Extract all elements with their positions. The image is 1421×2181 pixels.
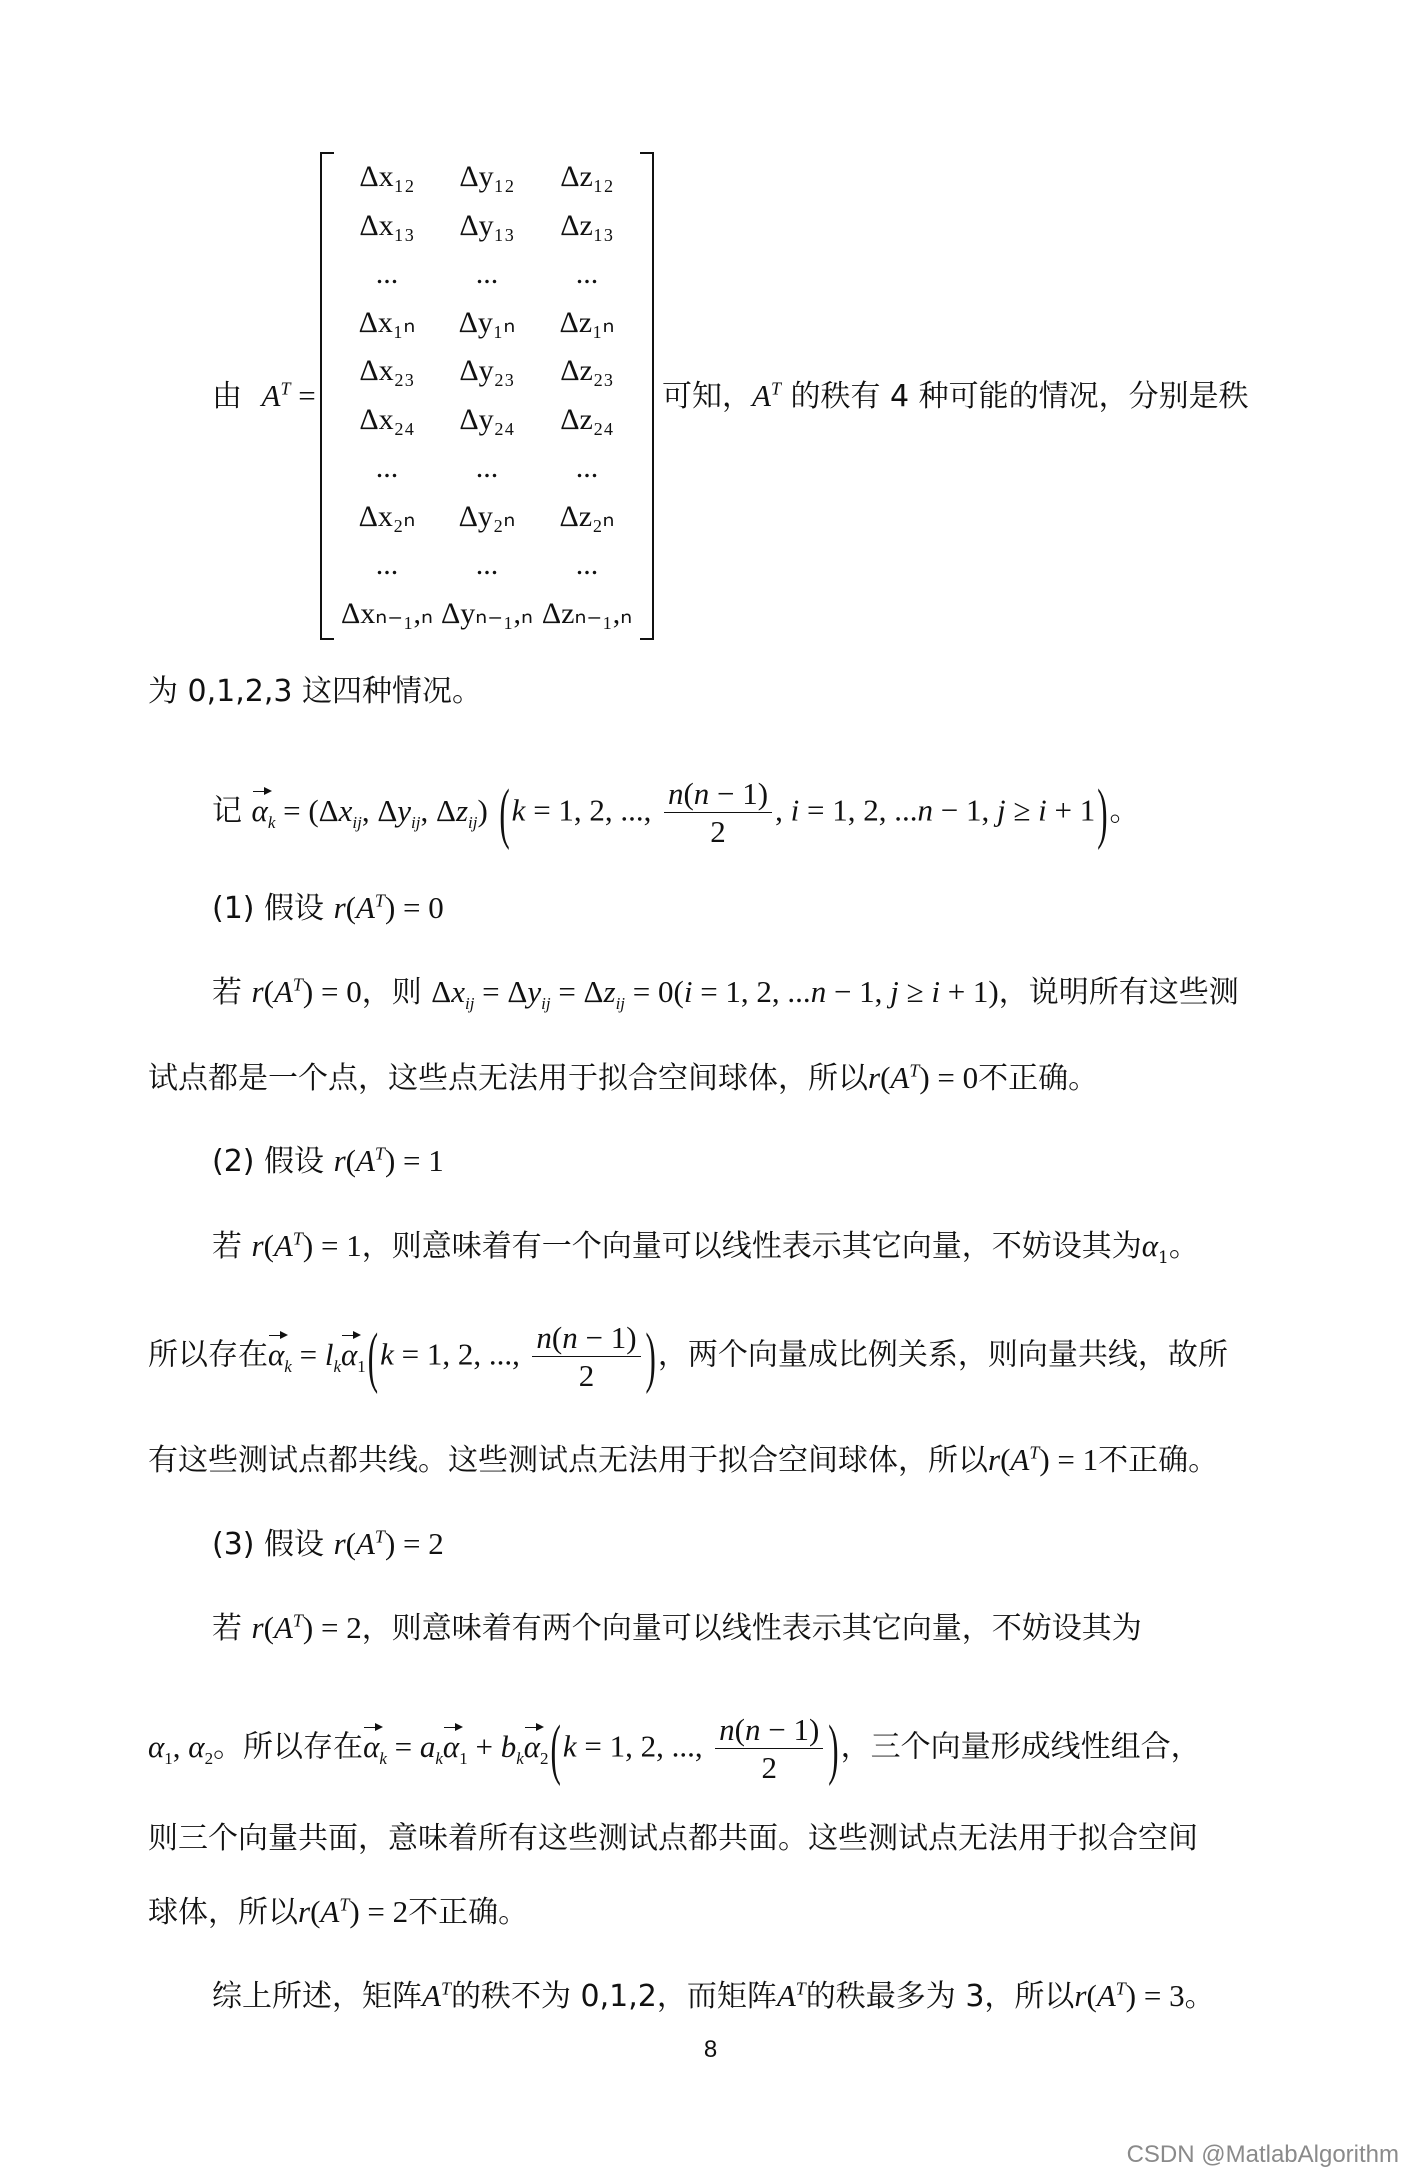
case2-p2-suffix: ，两个向量成比例关系，则向量共线，故所 [657,1337,1228,1373]
matrix-intro-line: 由 $A^T$ = [212,378,316,414]
intro-suffix: 可知， [662,379,752,414]
matrix-cell: ... [575,451,599,484]
summary-line: 综上所述，矩阵$A^T$的秩不为 0,1,2，而矩阵$A^T$的秩最多为 3，所以$r(A^T) = 3$。 [212,1978,1215,2014]
matrix-cell: Δxₙ₋₁,ₙ [341,596,433,630]
matrix-cell: ... [575,548,599,581]
case3-p4: 球体，所以$r(A^T) = 2$不正确。 [148,1894,529,1930]
case2-p1: 若 $r(A^T) = 1$，则意味着有一个向量可以线性表示其它向量，不妨设其为$\alpha_1$。 [212,1228,1199,1268]
matrix-cell: ... [475,451,499,484]
case3-p1-prefix: 若 [212,1611,242,1646]
matrix-right-bracket [640,152,654,640]
case2-title-text: (2) 假设 [212,1144,325,1179]
matrix-cell: ... [475,257,499,290]
case2-p1-prefix: 若 [212,1229,242,1264]
matrix-cell: Δx₁₂ [359,160,415,193]
summary-prefix: 综上所述，矩阵 [212,1979,422,2014]
matrix-cell: Δz₂ₙ [559,499,615,533]
case3-p4-suffix: 不正确。 [408,1895,529,1930]
matrix-cell: Δx₁ₙ [358,305,416,339]
matrix-cell: ... [575,257,599,290]
summary-end: 。 [1184,1979,1215,2014]
ranks-line: 为 0,1,2,3 这四种情况。 [148,674,483,709]
case3-p1: 若 $r(A^T) = 2$，则意味着有两个向量可以线性表示其它向量，不妨设其为 [212,1610,1142,1646]
matrix-cell: Δy₂ₙ [458,499,516,533]
case3-p4-prefix: 球体，所以 [148,1895,298,1930]
watermark: CSDN @MatlabAlgorithm [1126,2141,1399,2168]
matrix-cell: ... [375,257,399,290]
matrix-cell: Δx₂ₙ [358,499,416,533]
matrix-cell: Δy₁₃ [459,208,515,242]
case3-p3: 则三个向量共面，意味着所有这些测试点都共面。这些测试点无法用于拟合空间 [148,1821,1198,1856]
matrix-cell: Δx₂₃ [359,354,415,387]
matrix-cell: ... [375,548,399,581]
page-number: 8 [703,2036,718,2063]
def-prefix: 记 [212,793,242,829]
matrix-cell: Δz₁₃ [560,208,614,242]
case1-p2-suffix: 不正确。 [978,1061,1099,1096]
matrix-cell: Δx₁₃ [359,208,415,242]
matrix-cell: Δz₁ₙ [559,305,615,339]
intro-suffix2: 的秩有 4 种可能的情况，分别是秩 [790,379,1249,414]
case2-p3-prefix: 有这些测试点都共线。这些测试点无法用于拟合空间球体，所以 [148,1443,988,1478]
matrix-cell: ... [375,451,399,484]
matrix-cell: ... [475,548,499,581]
case2-title: (2) 假设 $r(A^T) = 1$ [212,1143,444,1179]
case2-p2: 所以存在$\alpha_k = l_k\alpha_1(k = 1$, 2, ..., $\frac{n(n - 1)}{2}$ )，两个向量成比例关系，则向量共线，故所 [148,1318,1228,1395]
matrix-cell: Δzₙ₋₁,ₙ [541,596,633,630]
matrix-cell: Δy₁₂ [459,160,515,193]
matrix-cell: Δx₂₄ [359,402,415,436]
case2-p3: 有这些测试点都共线。这些测试点无法用于拟合空间球体，所以$r(A^T) = 1$不正确。 [148,1442,1219,1478]
case2-p1-suffix: ，则意味着有一个向量可以线性表示其它向量，不妨设其为 [361,1229,1142,1264]
matrix-cell: Δz₂₃ [560,354,614,387]
case3-title-text: (3) 假设 [212,1527,325,1562]
case3-p2-suffix: ，三个向量形成线性组合， [840,1729,1201,1765]
case3-p2: $\alpha_1$, $\alpha_2$。所以存在$\alpha_k = a_k\alpha_1 + b_k\alpha_2(k = 1$, 2, ..., $\frac{n(n - 1)}{2}$ )，三个向量形成线性组合， [148,1710,1201,1787]
case2-p1-end: 。 [1168,1229,1199,1264]
case1-p1-mid: ，则 [361,975,422,1010]
summary-mid1: 的秩不为 0,1,2，而矩阵 [450,1979,777,2014]
case1-title: (1) 假设 $r(A^T) = 0$ [212,890,444,926]
case1-p1-prefix: 若 [212,975,242,1010]
case2-p2-prefix: 所以存在 [148,1337,268,1373]
definition-line: 记 $\alpha_k = (\Delta x_{ij}$, $\Delta y_{ij}$, $\Delta z_{ij}$) (k = 1, 2, ..., $\frac{n(n - 1)}{2}$ , i = 1, 2, ...n − 1, j ≥ i + 1)。 [212,774,1140,851]
matrix-cell: Δz₁₂ [560,160,614,193]
case3-p1-suffix: ，则意味着有两个向量可以线性表示其它向量，不妨设其为 [361,1611,1142,1646]
matrix-AT [320,152,654,636]
matrix-cell: Δy₂₃ [459,354,515,387]
case1-p2-prefix: 试点都是一个点，这些点无法用于拟合空间球体，所以 [148,1061,868,1096]
matrix-cell: Δy₁ₙ [458,305,516,339]
case1-title-text: (1) 假设 [212,891,325,926]
summary-mid2: 的秩最多为 3，所以 [805,1979,1075,2014]
case1-p1: 若 $r(A^T) = 0$，则 $\Delta x_{ij} = \Delta y_{ij} = \Delta z_{ij} = 0(i = 1$, 2, ...n − 1, j ≥ i + 1)，说明所有这些测 [212,974,1239,1014]
case2-p3-suffix: 不正确。 [1098,1443,1219,1478]
intro-prefix: 由 [212,379,242,414]
def-suffix: 。 [1109,793,1140,829]
case3-p2-mid: 。所以存在 [213,1729,364,1765]
matrix-cell: Δz₂₄ [560,402,614,436]
case1-p1-suffix: ，说明所有这些测 [998,975,1239,1010]
case3-title: (3) 假设 $r(A^T) = 2$ [212,1526,444,1562]
matrix-cell: Δyₙ₋₁,ₙ [441,596,533,630]
matrix-intro-suffix: 可知，$A^T$ 的秩有 4 种可能的情况，分别是秩 [662,378,1249,414]
matrix-cell: Δy₂₄ [459,402,515,436]
case1-p2: 试点都是一个点，这些点无法用于拟合空间球体，所以$r(A^T) = 0$不正确。 [148,1060,1099,1096]
